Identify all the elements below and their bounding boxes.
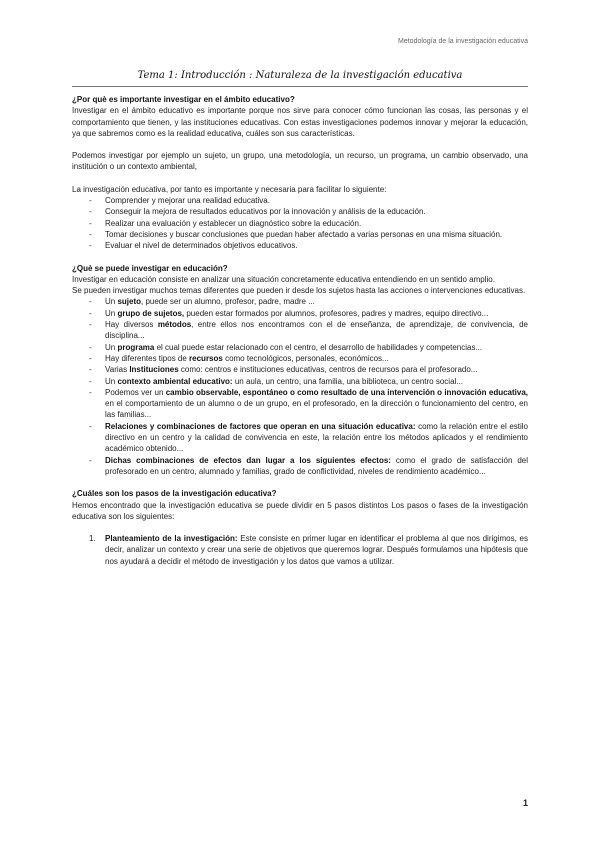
section1-paragraph-2: Podemos investigar por ejemplo un sujeto, un grupo, una metodología, un recurso, un programa, un cambio observado, una institución o un contexto ambiental, <box>72 151 528 172</box>
section1-paragraph-3: La investigación educativa, por tanto es importante y necesaria para facilitar lo siguiente: <box>72 184 387 194</box>
list-item: - Hay diversos métodos, entre ellos nos encontramos con el de enseñanza, de aprendizaje, de convivencia, de disciplina... <box>89 319 528 342</box>
list-item: - Un contexto ambiental educativo: un aula, un centro, una familia, una biblioteca, un centro social... <box>89 376 528 387</box>
section1-paragraph-1: Investigar en el ámbito educativo es importante porque nos sirve para conocer cómo funcionan las cosas, las personas y el comportamiento que tienen, y las instituciones educativas. Con estas investigaciones podemos innovar y mejorar la educación, ya que sabremos como es la realidad educativa, cuáles son sus características. <box>72 106 528 138</box>
running-header: Metodología de la investigación educativa <box>398 38 528 45</box>
section2-paragraph-2: Se pueden investigar muchos temas diferentes que pueden ir desde los sujetos hasta las acciones o intervenciones educativas. <box>72 286 526 296</box>
list-item: - Evaluar el nivel de determinados objetivos educativos. <box>89 240 528 251</box>
list-item: - Un programa el cual puede estar relacionado con el centro, el desarrollo de habilidades y competencias... <box>89 342 528 353</box>
steps-list <box>72 533 528 567</box>
list-item: - Un grupo de sujetos, pueden estar formados por alumnos, profesores, padres y madres, equipo directivo... <box>89 308 528 319</box>
list-item: - Varias Instituciones como: centros e instituciones educativas, centros de recursos para el profesorado... <box>89 364 528 375</box>
list-item: - Comprender y mejorar una realidad educativa. <box>89 195 528 206</box>
section2-list <box>72 296 528 477</box>
document-body <box>72 94 528 567</box>
section1-heading: ¿Por què es importante investigar en el ámbito educativo? <box>72 95 295 104</box>
page-number: 1 <box>522 798 528 808</box>
section1-list <box>72 195 528 251</box>
list-item: - Relaciones y combinaciones de factores que operan en una situación educativa: como la relación entre el estilo directivo en un centro y la calidad de convivencia en este, la relación entre los métodos aplicados y el rendimiento académico obtenido... <box>89 421 528 455</box>
page-title: Tema 1: Introducción : Naturaleza de la investigación educativa <box>137 70 463 81</box>
title-divider <box>72 86 528 87</box>
list-item: - Realizar una evaluación y establecer un diagnóstico sobre la educación. <box>89 218 528 229</box>
list-item: - Hay diferentes tipos de recursos como tecnológicos, personales, económicos... <box>89 353 528 364</box>
section2-heading: ¿Què se puede investigar en educación? <box>72 263 228 273</box>
section2-paragraph-1: Investigar en educación consiste en analizar una situación concretamente educativa entendiendo en un sentido amplio. <box>72 274 495 284</box>
list-item: - Podemos ver un cambio observable, espontáneo o como resultado de una intervención o innovación educativa, en el comportamiento de un alumno o de un grupo, en el profesorado, en la dirección o funcionamiento del centro, en las familias... <box>89 387 528 421</box>
list-item: - Tomar decisiones y buscar conclusiones que puedan haber afectado a varias personas en una misma situación. <box>89 229 528 240</box>
step-item: 1. Planteamiento de la investigación: Este consiste en primer lugar en identificar el problema al que nos dirigimos, es decir, analizar un contexto y crear una serie de objetivos que queremos lograr. Después formulamos una hipótesis que nos ayudará a decidir el método de investigación y los datos que vamos a utilizar. <box>89 534 528 566</box>
list-item: - Conseguir la mejora de resultados educativos por la innovación y análisis de la educación. <box>89 206 528 217</box>
section3-heading: ¿Cuáles son los pasos de la investigación educativa? <box>72 489 277 499</box>
section3-paragraph-1: Hemos encontrado que la investigación educativa se puede dividir en 5 pasos distintos Los pasos o fases de la investigación educativa son los siguientes: <box>72 500 528 521</box>
list-item: - Un sujeto, puede ser un alumno, profesor, padre, madre ... <box>89 296 528 307</box>
list-item: - Dichas combinaciones de efectos dan lugar a los siguientes efectos: como el grado de satisfacción del profesorado en un centro, alumnado y familias, grado de conflictividad, niveles de rendimiento académico... <box>89 455 528 478</box>
